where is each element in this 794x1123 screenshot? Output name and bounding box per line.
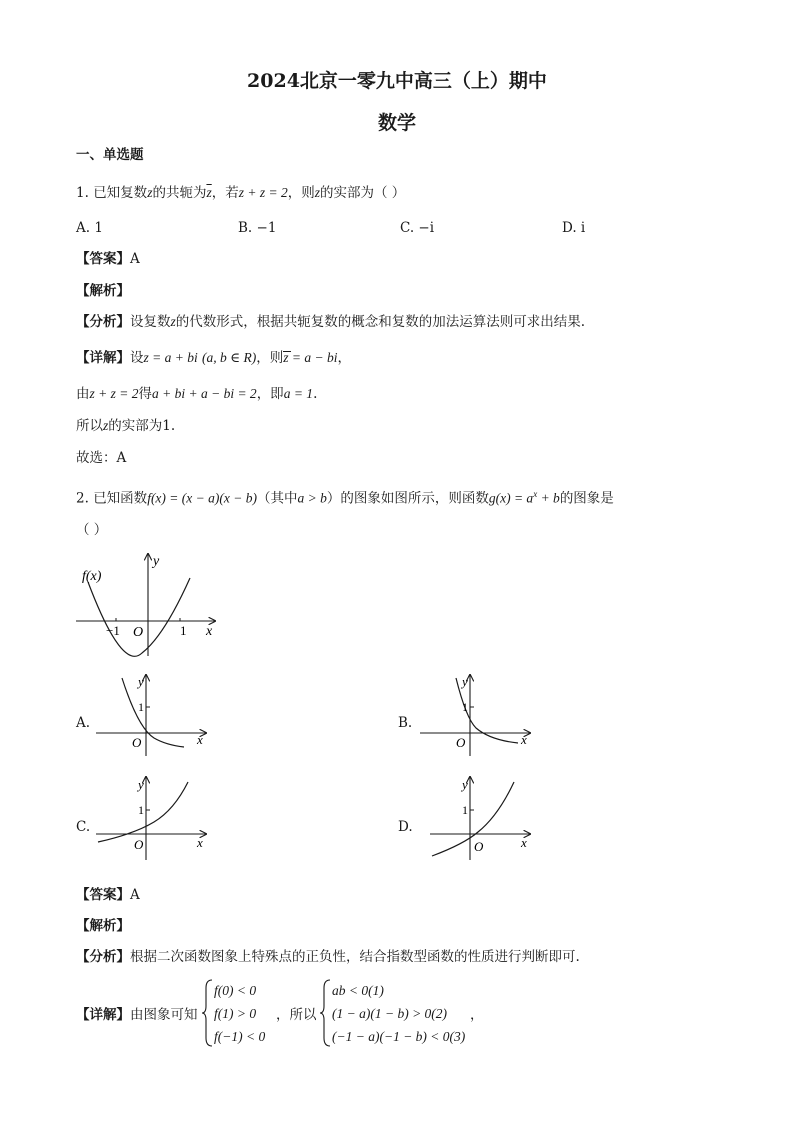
q1-fenxi-b: 的代数形式，根据共轭复数的概念和复数的加法运算法则可求出结果. xyxy=(175,314,586,330)
section-heading: 一、单选题 xyxy=(76,147,144,163)
q2-detail-b: ，所以 xyxy=(276,1007,317,1023)
q2-option-d-graph xyxy=(428,772,538,862)
q1-stem xyxy=(76,184,405,202)
opt-a-one: 1 xyxy=(138,700,144,714)
q1-answer-value: A xyxy=(130,251,140,267)
opt-a-y: y xyxy=(138,674,144,689)
q1-fenxi-z: z xyxy=(170,314,176,329)
q2-analysis-label: 【解析】 xyxy=(76,918,130,934)
q1-line2-eq2: a + bi + a − bi = 2 xyxy=(151,386,257,401)
q1-option-b: B. −1 xyxy=(238,220,277,236)
opt-d-x: x xyxy=(521,835,527,850)
q1-option-c: C. −i xyxy=(400,220,435,236)
q2-option-b-label: B. xyxy=(398,715,413,731)
opt-d-o: O xyxy=(474,839,484,854)
q2-option-a-label: A. xyxy=(76,715,91,731)
opt-c-o: O xyxy=(134,837,144,852)
opt-b-o: O xyxy=(456,735,466,750)
q1-line3-a: 所以 xyxy=(76,418,103,434)
q1-detail-a: 设 xyxy=(130,350,144,366)
q2-fenxi-label: 【分析】 xyxy=(76,949,130,965)
q1-z: z xyxy=(147,185,153,200)
q2-option-a-graph xyxy=(94,670,214,758)
page-subject: 数学 xyxy=(377,112,416,134)
q2-answer xyxy=(76,886,140,904)
q1-stem-e: 的实部为（ ） xyxy=(319,185,406,201)
q1-fenxi-label: 【分析】 xyxy=(76,314,130,330)
origin-label: O xyxy=(133,625,144,640)
q1-line2 xyxy=(76,385,317,403)
q2-paren: （ ） xyxy=(76,522,108,538)
q2-func: f(x) = (x − a)(x − b) xyxy=(147,490,257,506)
q2-detail-a: 由图象可知 xyxy=(130,1007,198,1023)
y-label: y xyxy=(153,554,160,569)
q1-analysis-label: 【解析】 xyxy=(76,283,130,299)
q2-stem-d: 的图象是 xyxy=(559,490,614,507)
opt-c-one: 1 xyxy=(138,803,144,817)
opt-d-one: 1 xyxy=(462,803,468,817)
q2-answer-label: 【答案】 xyxy=(76,887,130,903)
q1-zbar: $\overline{z}$ xyxy=(206,185,212,200)
q2-gtail: + b xyxy=(537,490,560,506)
q2-option-d-label: D. xyxy=(398,819,413,835)
opt-c-y: y xyxy=(138,777,144,792)
sys2-line-3: (−1 − a)(−1 − b) < 0(3) xyxy=(332,1029,466,1044)
q1-detail-eq1: z = a + bi xyxy=(143,350,198,365)
neg1-label: −1 xyxy=(106,623,120,638)
q1-detail-c: ， xyxy=(337,350,351,366)
page-title: 2024北京一零九中高三（上）期中 xyxy=(247,70,547,92)
q1-fenxi xyxy=(76,313,585,331)
one-label: 1 xyxy=(180,623,187,638)
q2-cond: a > b xyxy=(297,490,327,506)
q1-choice: 故选：A xyxy=(76,450,127,466)
q1-z2: z xyxy=(314,185,320,200)
q1-line3-z: z xyxy=(103,418,109,433)
q1-stem-c: ，若 xyxy=(211,185,239,201)
q2-option-b-graph xyxy=(418,670,538,758)
q1-cond: z + z = 2 xyxy=(238,185,288,200)
opt-a-o: O xyxy=(132,735,142,750)
q2-fenxi-text: 根据二次函数图象上特殊点的正负性，结合指数型函数的性质进行判断即可. xyxy=(130,949,580,965)
q1-detail-b: ，则 xyxy=(256,350,284,366)
q1-detail-label: 【详解】 xyxy=(76,350,130,366)
opt-d-y: y xyxy=(462,777,468,792)
fx-curve xyxy=(88,578,190,656)
q1-option-a: A. 1 xyxy=(76,220,103,236)
q1-option-d: D. i xyxy=(562,220,586,236)
sys1-line-3: f(−1) < 0 xyxy=(214,1029,266,1044)
opt-a-x: x xyxy=(197,732,203,747)
q1-number: 1. xyxy=(76,185,89,201)
q2-option-c-graph xyxy=(94,772,214,862)
sys2-line-1: ab < 0(1) xyxy=(332,983,384,998)
q1-fenxi-a: 设复数 xyxy=(130,314,171,330)
fx-label: f(x) xyxy=(82,569,102,584)
brace-1 xyxy=(202,978,214,1048)
q2-gexp: x xyxy=(533,489,538,499)
q1-answer xyxy=(76,250,140,268)
q2-fenxi xyxy=(76,948,580,966)
q1-line3-b: 的实部为1. xyxy=(108,418,176,434)
brace-2 xyxy=(320,978,332,1048)
sys2-line-2: (1 − a)(1 − b) > 0(2) xyxy=(332,1006,448,1021)
opt-b-one: 1 xyxy=(462,700,468,714)
q2-detail-c: ， xyxy=(470,1007,484,1023)
q2-option-c-label: C. xyxy=(76,819,91,835)
opt-c-x: x xyxy=(197,835,203,850)
q1-line2-b: 得 xyxy=(138,386,152,402)
q1-line3 xyxy=(76,417,175,435)
q1-line2-a: 由 xyxy=(76,386,90,402)
q2-stem xyxy=(76,485,614,508)
q1-line2-d: . xyxy=(313,386,318,402)
q2-stem-c: ）的图象如图所示，则函数 xyxy=(326,490,489,507)
q1-line2-c: ，即 xyxy=(256,386,284,402)
q2-gfunc: g(x) = a xyxy=(488,490,534,506)
q1-detail xyxy=(76,349,351,367)
q1-stem-a: 已知复数 xyxy=(93,185,148,201)
opt-b-y: y xyxy=(462,674,468,689)
q2-stem-a: 已知函数 xyxy=(93,490,148,507)
sys1-line-2: f(1) > 0 xyxy=(214,1006,257,1021)
x-label: x xyxy=(206,624,213,639)
q1-detail-eq2: z = a − bi xyxy=(283,350,338,365)
q2-number: 2. xyxy=(76,490,89,507)
q2-detail-lead xyxy=(76,1006,198,1024)
q2-stem-b: （其中 xyxy=(256,490,298,507)
q2-main-graph xyxy=(70,548,230,660)
q2-detail-label: 【详解】 xyxy=(76,1007,130,1023)
sys1-line-1: f(0) < 0 xyxy=(214,983,257,998)
opt-b-x: x xyxy=(521,732,527,747)
q1-stem-b: 的共轭为 xyxy=(152,185,207,201)
q1-stem-d: ，则 xyxy=(287,185,315,201)
q1-line2-eq3: a = 1 xyxy=(283,386,314,401)
q1-line2-eq1: z + z = 2 xyxy=(89,386,139,401)
q1-detail-cond: (a, b ∈ R) xyxy=(202,350,257,365)
q1-answer-label: 【答案】 xyxy=(76,251,130,267)
q2-answer-value: A xyxy=(130,887,140,903)
